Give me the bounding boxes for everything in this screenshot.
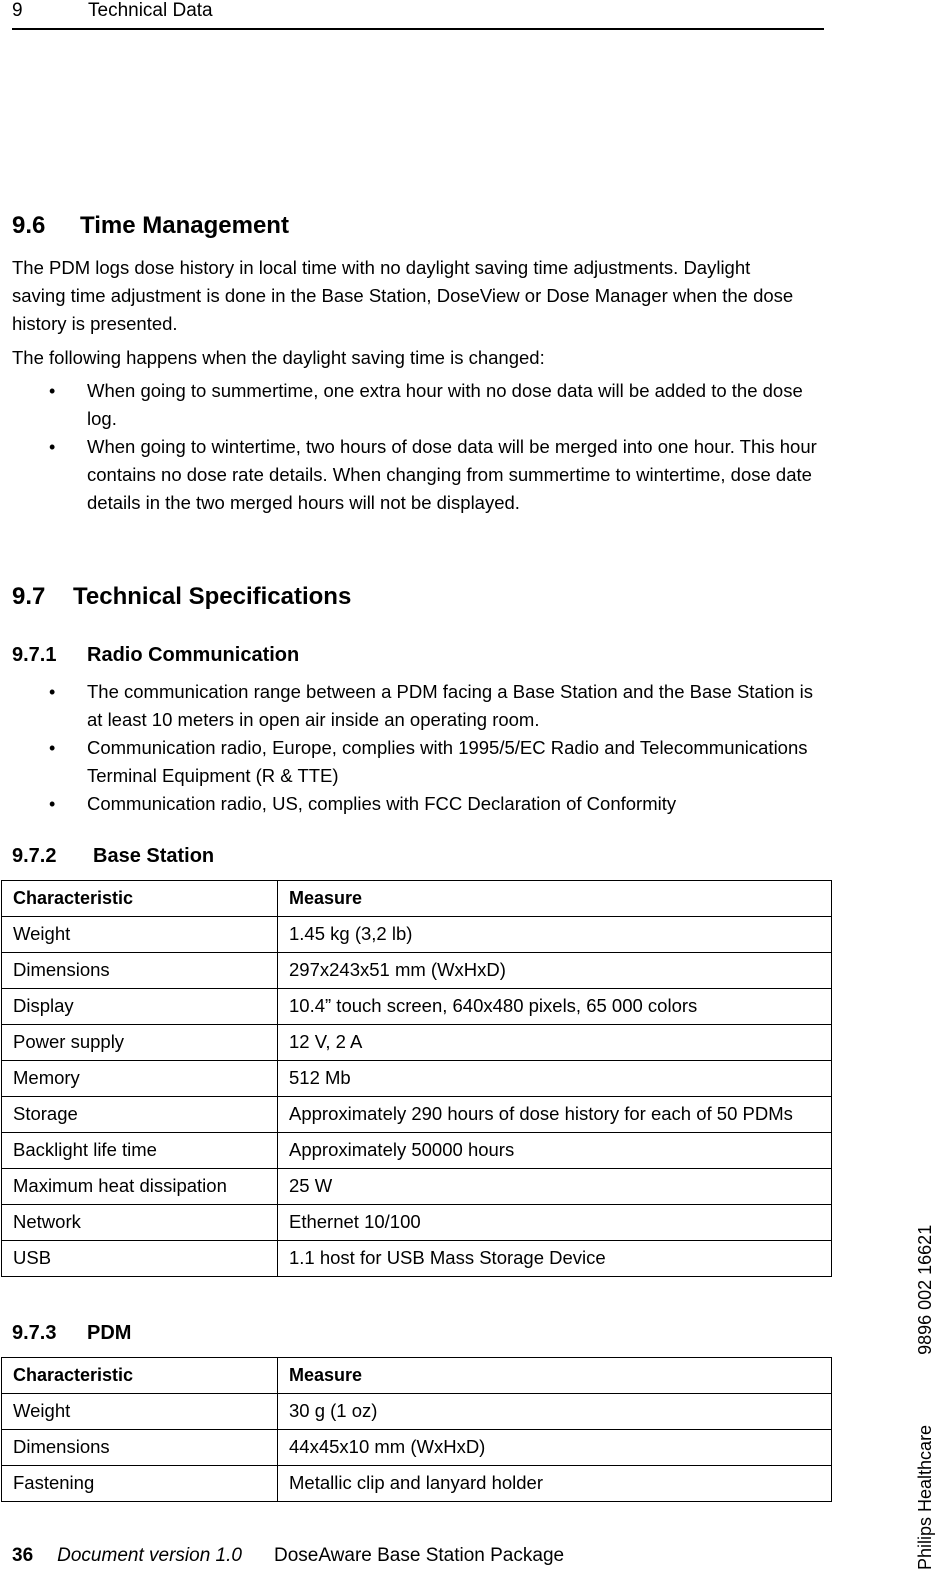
document-version: Document version 1.0 bbox=[57, 1545, 242, 1566]
table-header-row: Characteristic Measure bbox=[2, 881, 832, 917]
heading-9-7-2: 9.7.2 Base Station bbox=[12, 845, 215, 867]
table-row: Memory 512 Mb bbox=[2, 1061, 832, 1097]
chapter-title: Technical Data bbox=[88, 0, 213, 21]
table-row: Dimensions 44x45x10 mm (WxHxD) bbox=[2, 1430, 832, 1466]
heading-9-6: 9.6 Time Management bbox=[12, 212, 289, 239]
table-row: Fastening Metallic clip and lanyard holder bbox=[2, 1466, 832, 1502]
running-header bbox=[12, 0, 213, 22]
page-number: 36 bbox=[12, 1545, 34, 1566]
table-row: Maximum heat dissipation 25 W bbox=[2, 1169, 832, 1205]
bullet-icon: • bbox=[49, 437, 56, 457]
table-header-row: Characteristic Measure bbox=[2, 1358, 832, 1394]
company-name: Philips Healthcare bbox=[915, 1424, 935, 1570]
chapter-number: 9 bbox=[12, 0, 23, 21]
bullet-icon: • bbox=[49, 381, 56, 401]
bullet-icon: • bbox=[49, 794, 56, 814]
table-row: Display 10.4” touch screen, 640x480 pixels, 65 000 colors bbox=[2, 989, 832, 1025]
list-item: • The communication range between a PDM facing a Base Station and the Base Station is at least 10 meters in open air inside an operating room. bbox=[12, 678, 820, 734]
header-rule bbox=[12, 28, 824, 30]
heading-9-7: 9.7 Technical Specifications bbox=[12, 583, 352, 610]
side-margin-text bbox=[915, 1225, 936, 1570]
heading-9-7-1: 9.7.1 Radio Communication bbox=[12, 644, 300, 666]
table-row: Dimensions 297x243x51 mm (WxHxD) bbox=[2, 953, 832, 989]
table-row: Storage Approximately 290 hours of dose history for each of 50 PDMs bbox=[2, 1097, 832, 1133]
time-management-para-1: The PDM logs dose history in local time with no daylight saving time adjustments. Daylight saving time adjustment is done in the Base Station, DoseView or Dose Manager when the dose history is presented. bbox=[12, 257, 794, 334]
heading-9-7-3: 9.7.3 PDM bbox=[12, 1322, 132, 1344]
table-row: Power supply 12 V, 2 A bbox=[2, 1025, 832, 1061]
list-item: • Communication radio, Europe, complies with 1995/5/EC Radio and Telecommunications Terminal Equipment (R & TTE) bbox=[12, 734, 820, 790]
radio-bullet-list bbox=[12, 678, 820, 818]
bullet-icon: • bbox=[49, 682, 56, 702]
table-row: Weight 1.45 kg (3,2 lb) bbox=[2, 917, 832, 953]
dst-bullet-list bbox=[12, 377, 820, 517]
list-item: • When going to wintertime, two hours of dose data will be merged into one hour. This hour contains no dose rate details. When changing from summertime to wintertime, dose date details in the two merged hours will not be displayed. bbox=[12, 433, 820, 517]
table-row: Weight 30 g (1 oz) bbox=[2, 1394, 832, 1430]
base-station-spec-table bbox=[1, 880, 832, 1277]
list-item: • Communication radio, US, complies with FCC Declaration of Conformity bbox=[12, 790, 820, 818]
time-management-para-2: The following happens when the daylight saving time is changed: bbox=[12, 347, 545, 368]
bullet-icon: • bbox=[49, 738, 56, 758]
document-title: DoseAware Base Station Package bbox=[273, 1545, 565, 1566]
document-number: 9896 002 16621 bbox=[915, 1224, 935, 1355]
table-row: Backlight life time Approximately 50000 hours bbox=[2, 1133, 832, 1169]
table-row: Network Ethernet 10/100 bbox=[2, 1205, 832, 1241]
table-row: USB 1.1 host for USB Mass Storage Device bbox=[2, 1241, 832, 1277]
list-item: • When going to summertime, one extra hour with no dose data will be added to the dose log. bbox=[12, 377, 820, 433]
pdm-spec-table bbox=[1, 1357, 832, 1502]
page-footer bbox=[12, 1545, 564, 1567]
